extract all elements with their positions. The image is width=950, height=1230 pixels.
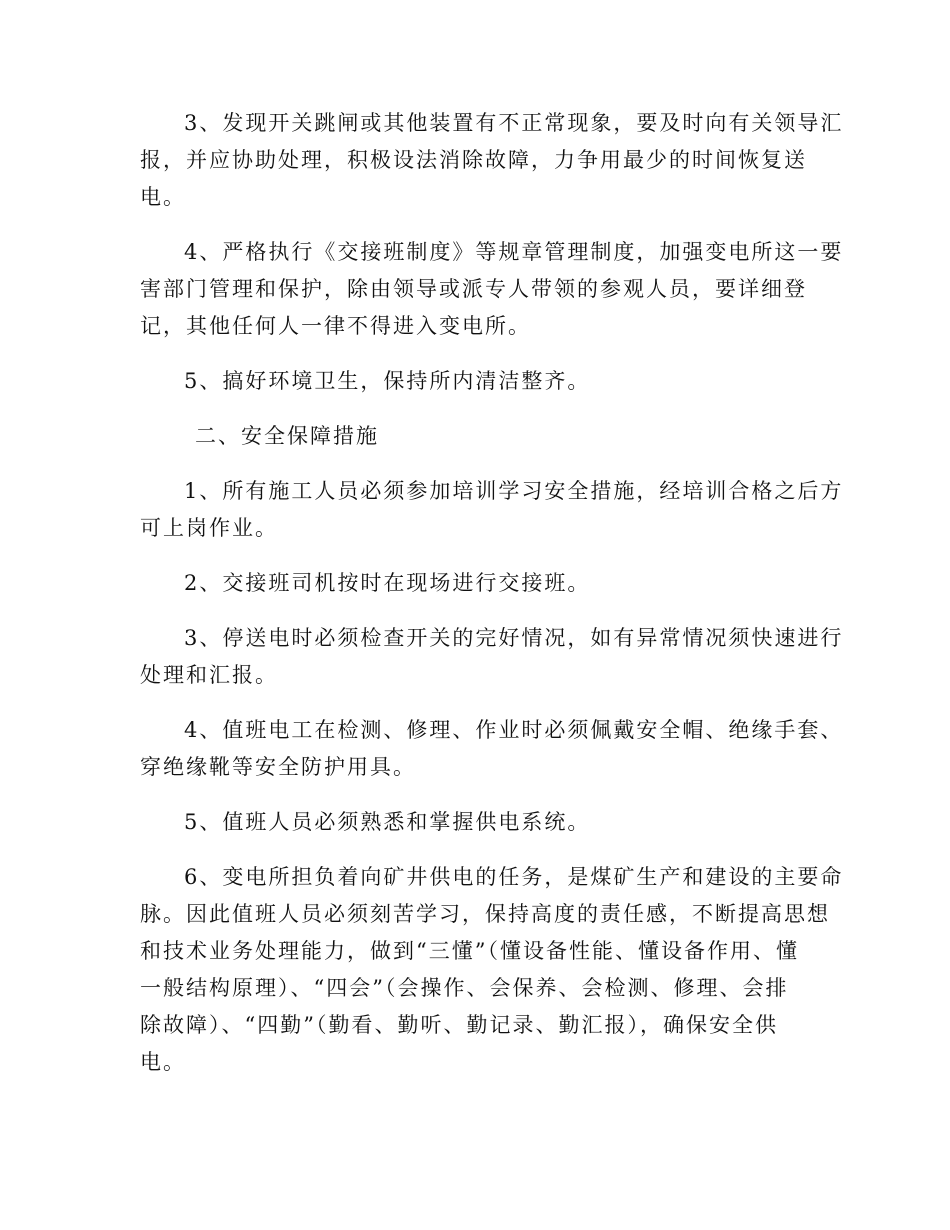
- section-heading-safety-measures: [140, 418, 810, 455]
- paragraph-line: 3、发现开关跳闸或其他装置有不正常现象，要及时向有关领导汇: [184, 111, 844, 135]
- paragraph-line: 2、交接班司机按时在现场进行交接班。: [184, 571, 591, 595]
- paragraph-item-4-protective-equipment: [140, 712, 844, 786]
- paragraph-line: 记，其他任何人一律不得进入变电所。: [140, 314, 531, 338]
- paragraph-line: 可上岗作业。: [140, 516, 278, 540]
- paragraph-line: 4、严格执行《交接班制度》等规章管理制度，加强变电所这一要: [184, 240, 844, 264]
- paragraph-item-1-training: [140, 473, 844, 547]
- paragraph-line: 和技术业务处理能力，做到“三懂”（懂设备性能、懂设备作用、懂: [140, 939, 799, 963]
- paragraph-line: 脉。因此值班人员必须刻苦学习，保持高度的责任感，不断提高思想: [140, 902, 830, 926]
- paragraph-line: 处理和汇报。: [140, 663, 278, 687]
- paragraph-line: 穿绝缘靴等安全防护用具。: [140, 755, 416, 779]
- paragraph-item-5-system-knowledge: [140, 804, 810, 841]
- document-body: [140, 105, 844, 1081]
- section-heading: 二、安全保障措施: [195, 424, 379, 448]
- paragraph-line: 电。: [140, 185, 186, 209]
- paragraph-line: 5、值班人员必须熟悉和掌握供电系统。: [184, 810, 591, 834]
- paragraph-line: 6、变电所担负着向矿井供电的任务，是煤矿生产和建设的主要命: [184, 865, 844, 889]
- paragraph-line: 4、值班电工在检测、修理、作业时必须佩戴安全帽、绝缘手套、: [184, 718, 844, 742]
- paragraph-line: 电。: [140, 1050, 186, 1074]
- paragraph-item-3-report-fault: [140, 105, 844, 216]
- paragraph-line: 3、停送电时必须检查开关的完好情况，如有异常情况须快速进行: [184, 626, 844, 650]
- paragraph-item-3-power-switching: [140, 620, 844, 694]
- paragraph-item-4-shift-handover-system: [140, 234, 844, 345]
- paragraph-line: 5、搞好环境卫生，保持所内清洁整齐。: [184, 369, 591, 393]
- paragraph-line: 报，并应协助处理，积极设法消除故障，力争用最少的时间恢复送: [140, 148, 807, 172]
- paragraph-item-6-substation-duty: [140, 859, 844, 1081]
- paragraph-item-2-driver-handover: [140, 565, 810, 602]
- paragraph-line: 除故障）、“四勤”（勤看、勤听、勤记录、勤汇报），确保安全供: [140, 1013, 778, 1037]
- paragraph-line: 一般结构原理）、“四会”（会操作、会保养、会检测、修理、会排: [140, 976, 789, 1000]
- paragraph-item-5-hygiene: [140, 363, 810, 400]
- paragraph-line: 1、所有施工人员必须参加培训学习安全措施，经培训合格之后方: [184, 479, 844, 503]
- paragraph-line: 害部门管理和保护，除由领导或派专人带领的参观人员，要详细登: [140, 277, 807, 301]
